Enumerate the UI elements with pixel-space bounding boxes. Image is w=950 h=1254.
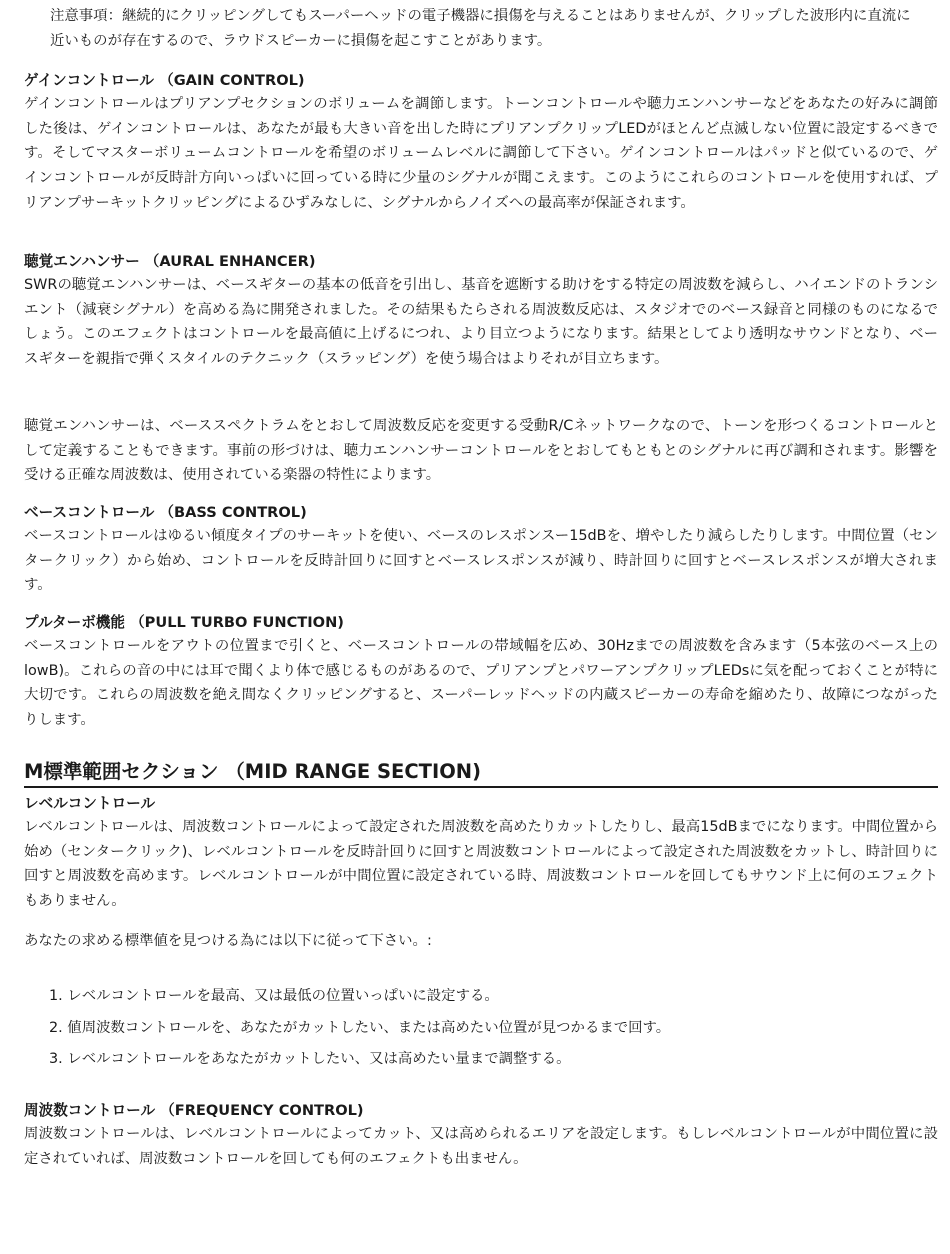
aural-enhancer-section-2 <box>24 414 938 488</box>
bass-control-body: ベースコントロールはゆるい傾度タイプのサーキットを使い、ベースのレスポンスー15dBを、増やしたり減らしたりします。中間位置（センタークリック）から始め、コントロールを反時計回りに回すとベースレスポンスが減り、時計回りに回すとベースレスポンスが増大されます。 <box>24 528 938 594</box>
step-item: 3. レベルコントロールをあなたがカットしたい、又は高めたい量まで調整する。 <box>49 1051 571 1067</box>
frequency-control-section <box>24 1100 938 1171</box>
steps-block <box>24 981 938 1076</box>
mid-range-heading: M標準範囲セクション （MID RANGE SECTION) <box>24 758 938 788</box>
frequency-control-body: 周波数コントロールは、レベルコントロールによってカット、又は高められるエリアを設定します。もしレベルコントロールが中間位置に設定されていれば、周波数コントロールを回しても何のエフェクトも出ません。 <box>24 1126 938 1167</box>
bass-control-section <box>24 502 938 598</box>
bass-control-heading: ベースコントロール （BASS CONTROL) <box>24 504 307 521</box>
aural-enhancer-body-2: 聴覚エンハンサーは、ベーススペクトラムをとおして周波数反応を変更する受動R/Cネットワークなので、トーンを形つくるコントロールとして定義することもできます。事前の形づけは、聴力エンハンサーコントロールをとおしてもともとのシグナルに再び調和されます。影響を受ける正確な周波数は、使用されている楽器の特性によります。 <box>24 418 938 484</box>
pull-turbo-section <box>24 612 938 733</box>
steps-list <box>24 981 938 1076</box>
step-item: 2. 値周波数コントロールを、あなたがカットしたい、または高めたい位置が見つかるまで回す。 <box>49 1019 671 1036</box>
level-control-intro: あなたの求める標準値を見つける為には以下に従って下さい。: <box>24 933 432 949</box>
aural-enhancer-body-1: SWRの聴覚エンハンサーは、ベースギターの基本の低音を引出し、基音を遮断する助けをする特定の周波数を減らし、ハイエンドのトランシエント（減衰シグナル）を高める為に開発されました。その結果もたらされる周波数反応は、スタジオでのベース録音と同様のものになるでしょう。このエフェクトはコントロールを最高値に上げるにつれ、より目立つようになります。結果としてより透明なサウンドとなり、ベースギターを親指で弾くスタイルのテクニック（スラッピング）を使う場合はよりそれが目立ちます。 <box>24 277 938 368</box>
level-control-body: レベルコントロールは、周波数コントロールによって設定された周波数を高めたりカットしたりし、最高15dBまでになります。中間位置から始め（センタークリック)、レベルコントロールを反時計回りに回すと周波数コントロールによって設定された周波数をカットし、時計回りに回すと周波数を高めます。レベルコントロールが中間位置に設定されている時、周波数コントロールを回してもサウンド上に何のエフェクトもありません。 <box>24 819 938 910</box>
gain-control-body: ゲインコントロールはプリアンプセクションのボリュームを調節します。トーンコントロールや聴力エンハンサーなどをあなたの好みに調節した後は、ゲインコントロールは、あなたが最も大きい音を出した時にプリアンプクリップLEDがほとんど点滅しない位置に設定するべきです。そしてマスターボリュームコントロールを希望のボリュームレベルに調節して下さい。ゲインコントロールはパッドと似ているので、ゲインコントロールが反時計方向いっぱいに回っている時に少量のシグナルが聞こえます。このようにこれらのコントロールを使用すれば、プリアンプサーキットクリッピングによるひずみなしに、シグナルからノイズへの最高率が保証されます。 <box>24 96 938 211</box>
gain-control-heading: ゲインコントロール （GAIN CONTROL) <box>24 72 305 89</box>
level-control-intro-block <box>24 929 938 954</box>
aural-enhancer-section <box>24 251 938 372</box>
mid-range-section <box>24 758 938 788</box>
step-item: 1. レベルコントロールを最高、又は最低の位置いっぱいに設定する。 <box>49 988 499 1004</box>
gain-control-section <box>24 70 938 216</box>
frequency-control-heading: 周波数コントロール （FREQUENCY CONTROL) <box>24 1102 364 1119</box>
level-control-section <box>24 793 938 914</box>
pull-turbo-heading: プルターボ機能 （PULL TURBO FUNCTION) <box>24 614 344 631</box>
level-control-heading: レベルコントロール <box>24 795 156 812</box>
caution-note: 注意事項：継続的にクリッピングしてもスーパーヘッドの電子機器に損傷を与えることはありませんが、クリップした波形内に直流に近いものが存在するので、ラウドスピーカーに損傷を起こすことがあります。 <box>50 8 911 49</box>
pull-turbo-body: ベースコントロールをアウトの位置まで引くと、ベースコントロールの帯域幅を広め、30Hzまでの周波数を含みます（5本弦のベース上のlowB)。これらの音の中には耳で聞くより体で感じるものがあるので、プリアンプとパワーアンプクリップLEDsに気を配っておくことが特に大切です。これらの周波数を絶え間なくクリッピングすると、スーパーレッドヘッドの内蔵スピーカーの寿命を縮めたり、故障につながったりします。 <box>24 638 938 729</box>
aural-enhancer-heading: 聴覚エンハンサー （AURAL ENHANCER) <box>24 253 316 270</box>
